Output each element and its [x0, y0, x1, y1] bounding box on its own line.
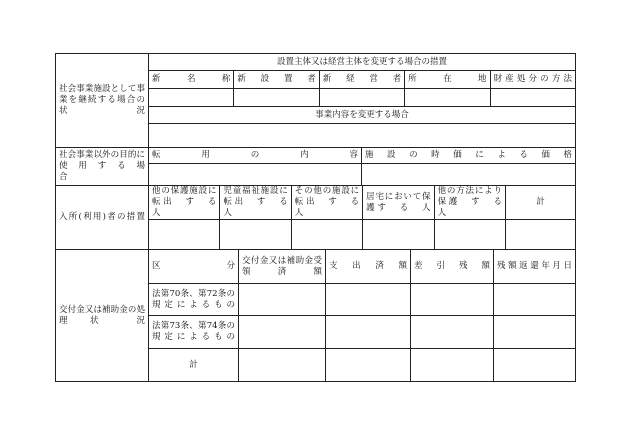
section-other-use	[55, 147, 576, 186]
row-label-art70: 法第70条、第72条の規定によるもの	[149, 284, 239, 316]
col-return-date: 残額返還年月日	[494, 250, 576, 284]
cell-location[interactable]	[405, 89, 490, 107]
section2-label: 社会事業以外の目的に使 用 す る 場 合	[56, 148, 149, 186]
row-label-art73: 法第73条、第74条の規定によるもの	[149, 316, 239, 349]
cell-market-value[interactable]	[362, 164, 576, 186]
cell-new-operator[interactable]	[319, 89, 404, 107]
section1-label: 社会事業施設として事業を継続する場合の 状 況	[56, 54, 149, 148]
cell-art70-expended[interactable]	[326, 284, 411, 316]
cell-conversion-content[interactable]	[149, 164, 362, 186]
cell-other-facility[interactable]	[291, 220, 362, 250]
cell-child-welfare[interactable]	[220, 220, 291, 250]
cell-new-name[interactable]	[149, 89, 234, 107]
col-new-operator: 新 経 営 者	[319, 71, 404, 89]
col-home-protection: 居宅において保護す る 人	[363, 186, 434, 220]
cell-art73-received[interactable]	[239, 316, 326, 349]
section-residents	[55, 185, 576, 250]
col-other-method: 他の方法により保護 す る 人	[434, 186, 505, 220]
col-other-protection: 他の保護施設に転出 す る 人	[149, 186, 220, 220]
col-category: 区 分	[149, 250, 239, 284]
col-received: 交付金又は補助金受 領 済 額	[239, 250, 326, 284]
col-property-disposal: 財産処分の方法	[490, 71, 575, 89]
section-continue-business	[55, 53, 576, 148]
col-conversion-content: 転 用 の 内 容	[149, 148, 362, 164]
col-market-value: 施設の時価による価格	[362, 148, 576, 164]
col-expended: 支 出 済 額	[326, 250, 411, 284]
cell-art70-received[interactable]	[239, 284, 326, 316]
col-location: 所 在 地	[405, 71, 490, 89]
cell-art73-balance[interactable]	[411, 316, 494, 349]
cell-other-method[interactable]	[434, 220, 505, 250]
col-child-welfare: 児童福祉施設に転出 す る 人	[220, 186, 291, 220]
section4-label: 交付金又は補助金の処理 状 況	[56, 250, 149, 382]
cell-new-founder[interactable]	[234, 89, 319, 107]
cell-art73-return[interactable]	[494, 316, 576, 349]
cell-total-return[interactable]	[494, 349, 576, 382]
cell-total-balance[interactable]	[411, 349, 494, 382]
section1-subheader: 事業内容を変更する場合	[149, 107, 576, 124]
cell-total-expended[interactable]	[326, 349, 411, 382]
section1-header: 設置主体又は経営主体を変更する場合の措置	[149, 54, 576, 71]
section3-label: 入所(利用)者の措置	[56, 186, 149, 250]
col-other-facility: その他の施設に転出 す る 人	[291, 186, 362, 220]
cell-business-change[interactable]	[149, 124, 576, 148]
cell-home-protection[interactable]	[363, 220, 434, 250]
cell-total-received[interactable]	[239, 349, 326, 382]
cell-total[interactable]	[506, 220, 576, 250]
section-subsidy	[55, 249, 576, 382]
cell-art73-expended[interactable]	[326, 316, 411, 349]
cell-art70-balance[interactable]	[411, 284, 494, 316]
cell-art70-return[interactable]	[494, 284, 576, 316]
form-sheet	[55, 53, 576, 369]
col-new-name: 新 名 称	[149, 71, 234, 89]
col-total: 計	[506, 186, 576, 220]
cell-property-disposal[interactable]	[490, 89, 575, 107]
cell-other-protection[interactable]	[149, 220, 220, 250]
col-new-founder: 新 設 置 者	[234, 71, 319, 89]
col-balance: 差 引 残 額	[411, 250, 494, 284]
row-label-total: 計	[149, 349, 239, 382]
